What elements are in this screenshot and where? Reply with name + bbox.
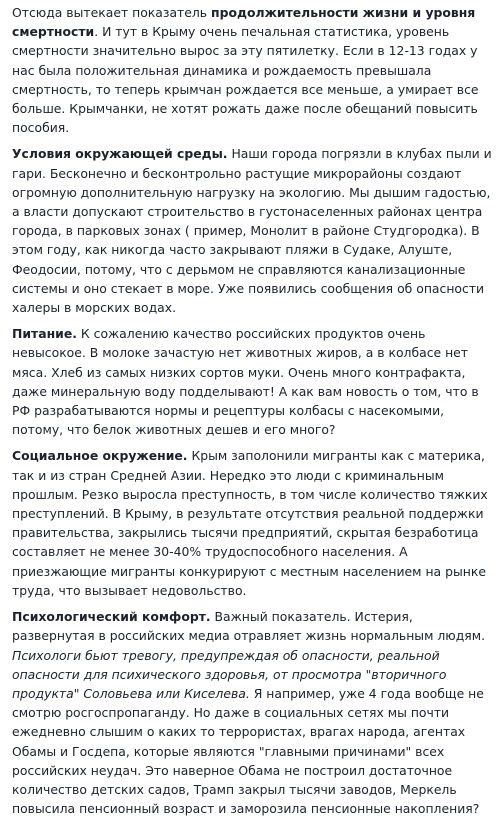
span: Отсюда вытекает показатель xyxy=(12,5,212,20)
span-bold: Питание. xyxy=(12,326,77,342)
span-bold: продолжительности жизни и уровня смертности xyxy=(12,5,476,40)
span-italic: Психологи бьют тревогу, предупреждая об опасности, реальной опасности для психического здоровья, от просмотра "вторичного продукта" Соловьева или Киселева. xyxy=(12,647,447,701)
span: Крым заполонили мигранты как с материка, так и из стран Средней Азии. Нередко это люди с криминальным прошлым. Резко выросла преступность, в том числе количество тяжких преступлений. В Крыму, в результате отсутствия реальной поддержки правительства, закрылись тысячи предприятий, скрытая безработица составляет не менее 30-40% трудоспособного населения. А приезжающие мигранты конкурируют с местным населением на рынке труда, что вызывает недовольство. xyxy=(12,448,488,598)
span: Я например, уже 4 года вообще не смотрю росгоспропаганду. Но даже в социальных сетях мы почти ежедневно слышим о каких то террористах, врагах народа, агентах Обамы и Госдепа, которые являются "главными причинами" всех российских неудач. Это наверное Обама не построил достаточное количество детских садов, Трамп закрыл тысячи заводов, Меркель повысила пенсионный возраст и заморозила пенсионные накопления? xyxy=(12,685,484,817)
paragraph-nutrition xyxy=(12,324,498,439)
paragraph-mortality xyxy=(12,3,498,137)
span: Важный показатель. Истерия, развернутая в российских медиа отравляет жизнь нормальным людям. xyxy=(12,609,486,644)
span: . И тут в Крыму очень печальная статистика, уровень смертности значительно вырос за эту пятилетку. Если в 12-13 годах у нас была положительная динамика и рождаемость превышала смертность, то теперь крымчан рождается все меньше, а умирает все больше. Крымчанки, не хотят рожать даже после обещаний повысить пособия. xyxy=(12,24,479,136)
paragraph-environment xyxy=(12,144,498,317)
span: Наши города погрязли в клубах пыли и гари. Бесконечно и бесконтрольно растущие микрорайоны создают огромную дополнительную нагрузку на экологию. Мы дышим гадостью, а власти допускают строительство в густонаселенных районах центра города, в парковых зонах ( пример, Монолит в районе Студгородка). В этом году, как никогда часто закрывают пляжи в Судаке, Алуште, Феодосии, потому, что с дерьмом не справляются канализационные системы и оно стекает в море. Уже появились сообщения об опасности халеры в морских водах. xyxy=(12,146,492,316)
span-bold: Психологический комфорт. xyxy=(12,609,211,625)
span-bold: Условия окружающей среды. xyxy=(12,146,228,162)
span: К сожалению качество российских продуктов очень невысокое. В молоке зачастую нет животных жиров, а в колбасе нет мяса. Хлеб из самых низких сортов муки. Очень много контрафакта, даже минеральную воду подделывают! А как вам новость о том, что в РФ разрабатываются нормы и рецептуры колбасы с насекомыми, потому, что белок животных дешев и его много? xyxy=(12,326,479,438)
paragraph-psychology xyxy=(12,607,498,818)
paragraph-social xyxy=(12,446,498,600)
span-bold: Социальное окружение. xyxy=(12,448,188,464)
